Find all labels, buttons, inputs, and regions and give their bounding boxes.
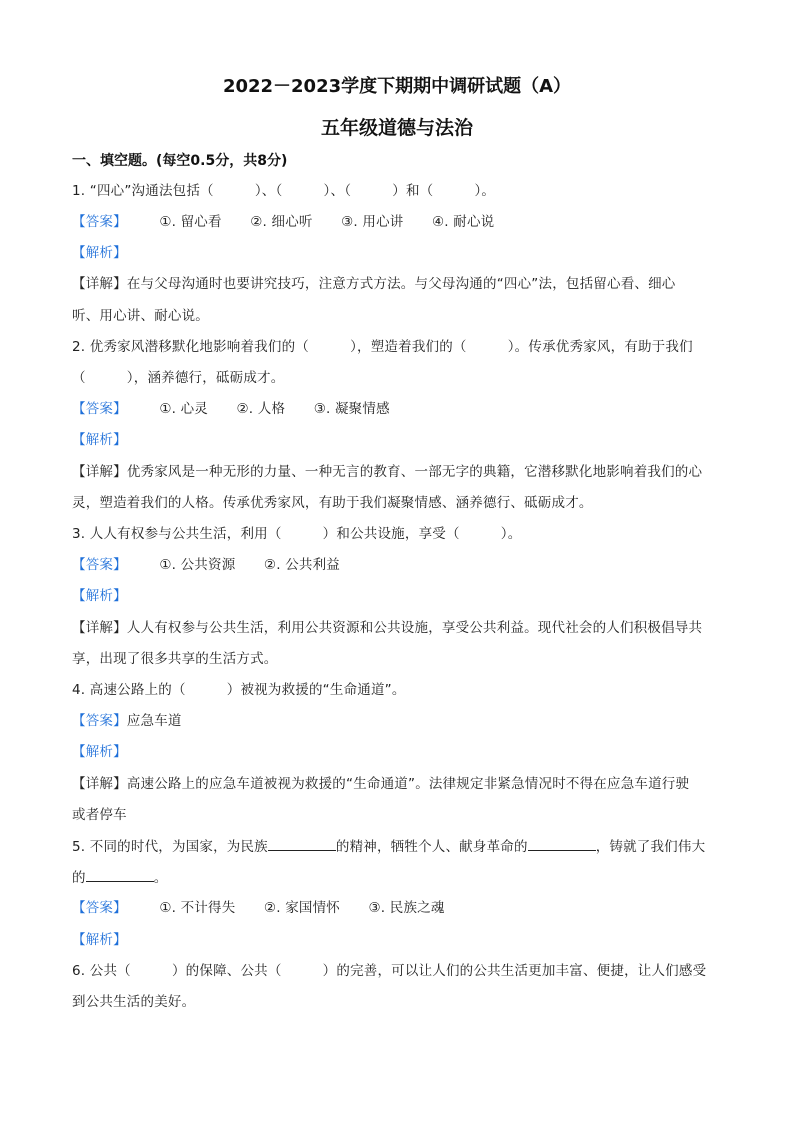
answer-option: ③. 凝聚情感 <box>313 401 390 417</box>
answer-4 <box>72 711 732 731</box>
answer-5 <box>72 898 732 918</box>
detail-label: 【详解】 <box>72 464 127 480</box>
question-4: 4. 高速公路上的（ ）被视为救援的“生命通道”。 <box>72 682 406 698</box>
answer-option: ①. 心灵 <box>159 401 208 417</box>
detail-text: 在与父母沟通时也要讲究技巧，注意方式方法。与父母沟通的“四心”法，包括留心看、细心 <box>126 276 676 292</box>
fill-blank <box>268 836 336 851</box>
detail-text: 高速公路上的应急车道被视为救援的“生命通道”。法律规定非紧急情况时不得在应急车道行驶 <box>126 776 690 792</box>
answer-option: ③. 用心讲 <box>341 214 404 230</box>
answer-option: ①. 留心看 <box>159 214 222 230</box>
detail-4 <box>72 774 732 794</box>
detail-label: 【详解】 <box>72 620 127 636</box>
document-subtitle: 五年级道德与法治 <box>320 117 473 139</box>
detail-1 <box>72 274 732 294</box>
answer-label: 【答案】 <box>72 214 127 230</box>
answer-text: 应急车道 <box>126 713 182 729</box>
answer-option: ②. 人格 <box>236 401 286 417</box>
answer-label: 【答案】 <box>72 557 127 573</box>
question-text: 的 <box>72 870 86 886</box>
detail-2 <box>72 462 732 482</box>
detail-label: 【详解】 <box>72 776 127 792</box>
detail-text: 优秀家风是一种无形的力量、一种无言的教育、一部无字的典籍，它潜移默化地影响着我们的心 <box>126 464 703 480</box>
analysis-3 <box>72 586 732 606</box>
question-6-cont: 到公共生活的美好。 <box>72 994 196 1010</box>
analysis-5 <box>72 930 732 950</box>
analysis-2 <box>72 430 732 450</box>
analysis-label: 【解析】 <box>72 588 127 604</box>
question-text: 的精神，牺牲个人、献身革命的 <box>335 839 528 855</box>
fill-blank <box>528 836 596 851</box>
detail-1-cont: 听、用心讲、耐心说。 <box>72 308 209 324</box>
question-text: 5. 不同的时代，为国家，为民族 <box>72 839 268 855</box>
detail-2-cont: 灵，塑造着我们的人格。传承优秀家风，有助于我们凝聚情感、涵养德行、砥砺成才。 <box>72 495 593 511</box>
fill-blank <box>86 867 154 882</box>
detail-3 <box>72 618 732 638</box>
answer-3 <box>72 555 732 575</box>
answer-option: ④. 耐心说 <box>431 214 495 230</box>
analysis-4 <box>72 742 732 762</box>
question-3: 3. 人人有权参与公共生活，利用（ ）和公共设施，享受（ ）。 <box>72 526 522 542</box>
detail-text: 人人有权参与公共生活，利用公共资源和公共设施，享受公共利益。现代社会的人们积极倡导共 <box>126 620 703 636</box>
question-5-cont <box>72 867 732 888</box>
detail-label: 【详解】 <box>72 276 127 292</box>
section-heading: 一、填空题。(每空0.5分，共8分) <box>72 153 288 169</box>
answer-option: ②. 公共利益 <box>263 557 340 573</box>
document-title: 2022－2023学度下期期中调研试题（A） <box>222 76 572 97</box>
analysis-1 <box>72 243 732 263</box>
detail-3-cont: 享，出现了很多共享的生活方式。 <box>72 651 278 667</box>
answer-option: ③. 民族之魂 <box>368 900 445 916</box>
answer-option: ①. 不计得失 <box>159 900 236 916</box>
answer-option: ②. 家国情怀 <box>263 900 340 916</box>
analysis-label: 【解析】 <box>72 744 127 760</box>
question-5 <box>72 836 732 857</box>
question-2: 2. 优秀家风潜移默化地影响着我们的（ ），塑造着我们的（ ）。传承优秀家风，有助于我们 <box>72 339 693 355</box>
answer-option: ②. 细心听 <box>250 214 313 230</box>
answer-option: ①. 公共资源 <box>159 557 236 573</box>
analysis-label: 【解析】 <box>72 432 127 448</box>
question-text: ，铸就了我们伟大 <box>595 839 706 855</box>
analysis-label: 【解析】 <box>72 245 127 261</box>
question-text: 。 <box>153 870 168 886</box>
answer-label: 【答案】 <box>72 713 127 729</box>
question-1: 1. “四心”沟通法包括（ ）、（ ）、（ ）和（ ）。 <box>72 183 496 199</box>
detail-4-cont: 或者停车 <box>72 807 127 823</box>
answer-2 <box>72 399 732 419</box>
answer-1 <box>72 212 732 232</box>
answer-label: 【答案】 <box>72 900 127 916</box>
analysis-label: 【解析】 <box>72 932 127 948</box>
question-2-cont: （ ），涵养德行，砥砺成才。 <box>72 370 285 386</box>
answer-label: 【答案】 <box>72 401 127 417</box>
question-6: 6. 公共（ ）的保障、公共（ ）的完善，可以让人们的公共生活更加丰富、便捷，让人们感受 <box>72 963 707 979</box>
